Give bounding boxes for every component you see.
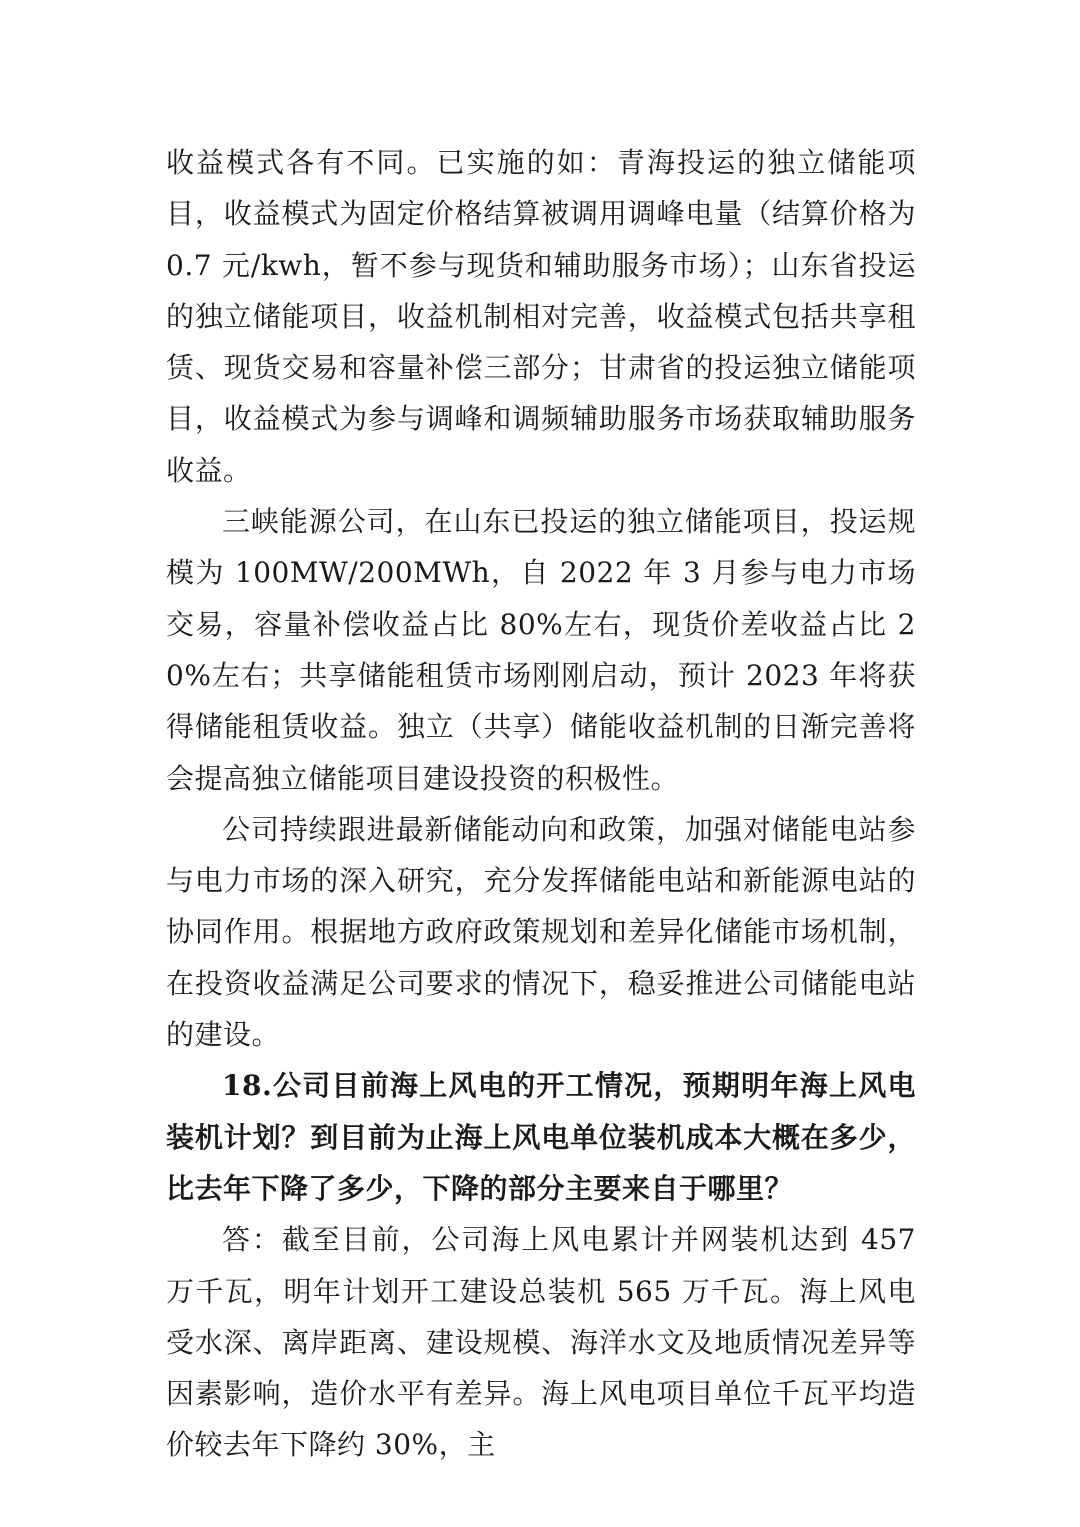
paragraph-three-gorges-shandong: 三峡能源公司，在山东已投运的独立储能项目，投运规模为 100MW/200MWh，自 2022 年 3 月参与电力市场交易，容量补偿收益占比 80%左右，现货价差收益占比 20%左右；共享储能租赁市场刚刚启动，预计 2023 年将获得储能租赁收益。独立（共享）储能收益机制的日渐完善将会提高独立储能项目建设投资的积极性。: [166, 505, 916, 795]
answer-18: 答：截至目前，公司海上风电累计并网装机达到 457 万千瓦，明年计划开工建设总装机 565 万千瓦。海上风电受水深、离岸距离、建设规模、海洋水文及地质情况差异等因素影响，造价水平有差异。海上风电项目单位千瓦平均造价较去年下降约 30%，主: [166, 1223, 916, 1462]
paragraph-revenue-models: 收益模式各有不同。已实施的如：青海投运的独立储能项目，收益模式为固定价格结算被调用调峰电量（结算价格为 0.7 元/kwh，暂不参与现货和辅助服务市场）；山东省投运的独立储能项目，收益机制相对完善，收益模式包括共享租赁、现货交易和容量补偿三部分；甘肃省的投运独立储能项目，收益模式为参与调峰和调频辅助服务市场获取辅助服务收益。: [166, 146, 916, 487]
question-18: 18.公司目前海上风电的开工情况，预期明年海上风电装机计划？到目前为止海上风电单位装机成本大概在多少，比去年下降了多少，下降的部分主要来自于哪里？: [166, 1069, 916, 1205]
document-body: [166, 137, 916, 1471]
paragraph-company-storage-policy: 公司持续跟进最新储能动向和政策，加强对储能电站参与电力市场的深入研究，充分发挥储能电站和新能源电站的协同作用。根据地方政府政策规划和差异化储能市场机制，在投资收益满足公司要求的情况下，稳妥推进公司储能电站的建设。: [166, 812, 916, 1052]
